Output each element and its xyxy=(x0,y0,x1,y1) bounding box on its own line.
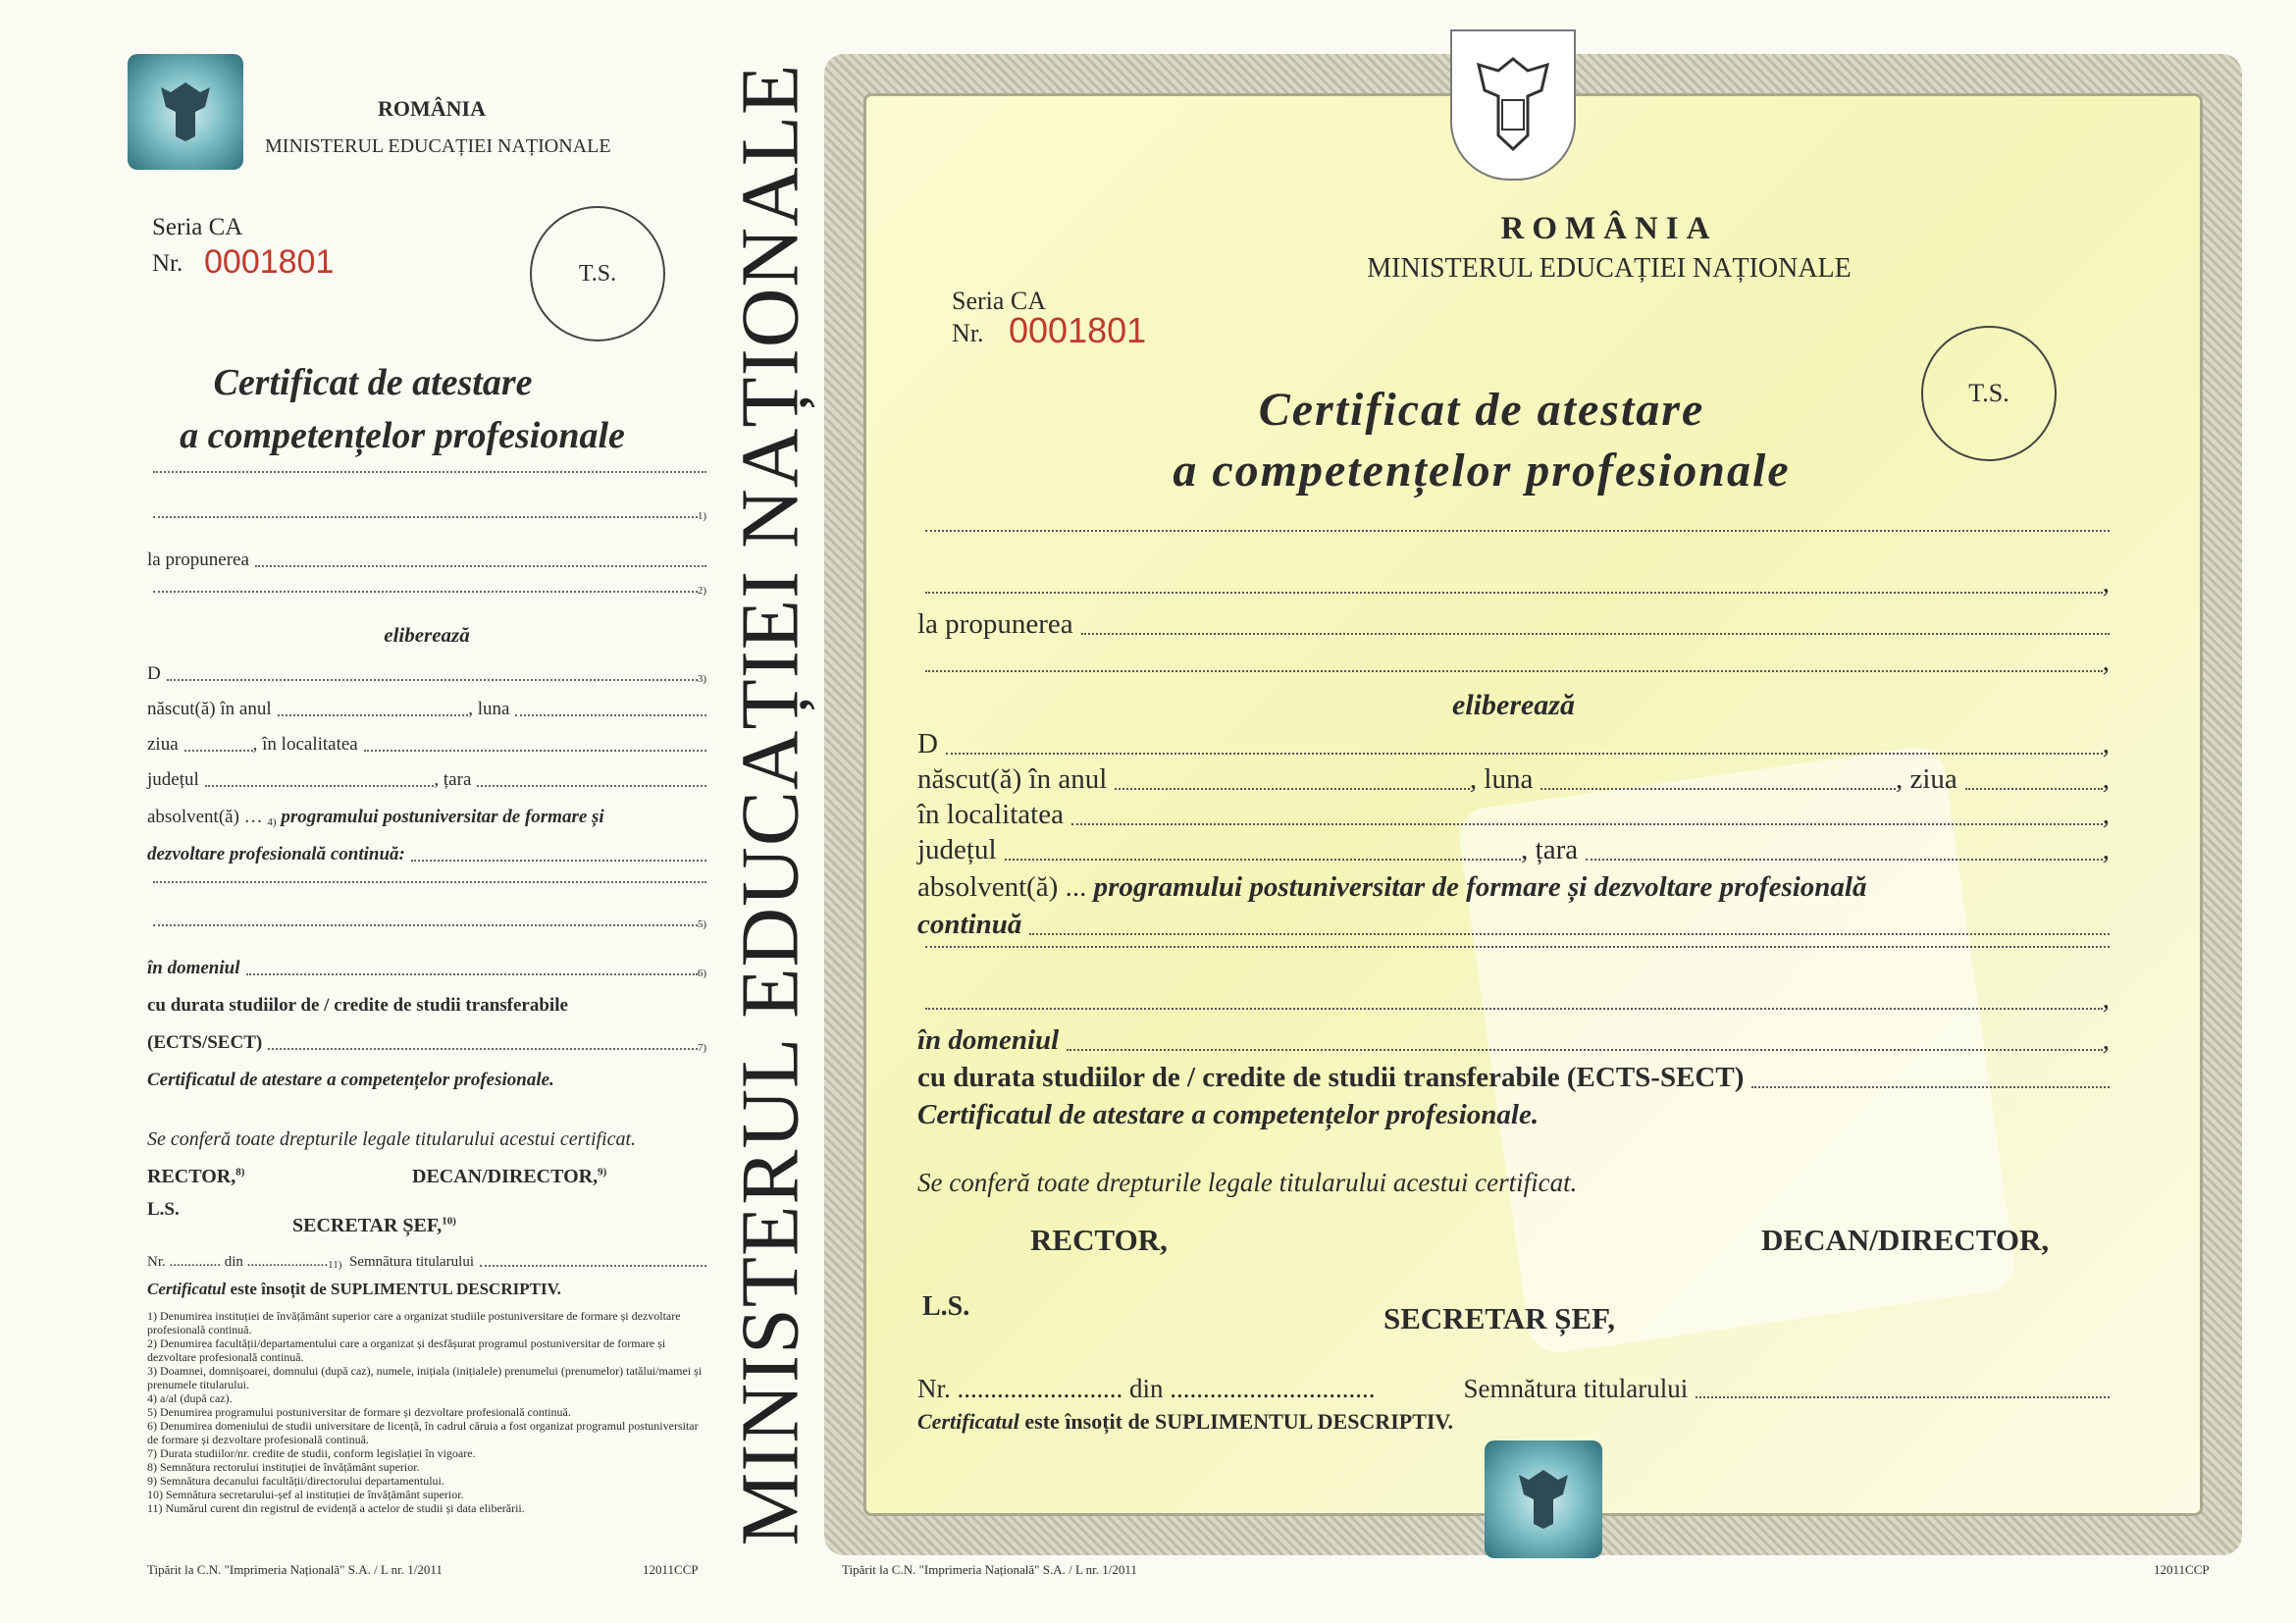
cert-title-line1: Certificat de atestare xyxy=(1258,384,1705,436)
coat-of-arms-icon xyxy=(1450,29,1576,181)
cert-line-blank-1 xyxy=(917,530,2110,538)
stub-line-nr-din: Nr. .............. din ...................... 11) Semnătura titularului xyxy=(147,1254,706,1271)
footnote: 7) Durata studiilor/nr. credite de studii, conform legislației în vigoare. xyxy=(147,1446,476,1460)
cert-line-domeniul: în domeniul , xyxy=(917,1024,2110,1056)
cert-confera: Se conferă toate drepturile legale titularului acestui certificat. xyxy=(917,1168,1578,1197)
stub-confera: Se conferă toate drepturile legale titularului acestui certificat. xyxy=(147,1128,637,1150)
stub-line-blank-5: 5) xyxy=(147,918,706,930)
cert-rector: RECTOR, xyxy=(1030,1223,1168,1257)
stub-country: ROMÂNIA xyxy=(378,96,486,121)
stub-series: Seria CA xyxy=(152,214,243,240)
footnote: 9) Semnătura decanului facultății/directorului departamentului. xyxy=(147,1474,444,1488)
stub-line-propunerea: la propunerea xyxy=(147,550,706,571)
stub-line-ziua: ziua , în localitatea xyxy=(147,734,706,756)
footnote: 3) Doamnei, domnișoarei, domnului (după caz), numele, inițiala (inițialele) prenumelui (prenumelor) tatălui/mamei și prenumele titularului. xyxy=(147,1364,703,1391)
certificate-stub xyxy=(0,0,726,1623)
stub-title-line1: Certificat de atestare xyxy=(213,362,533,403)
cert-ts-stamp: T.S. xyxy=(1921,326,2057,461)
stub-line-blank-4 xyxy=(147,881,706,887)
cert-ministry: MINISTERUL EDUCAȚIEI NAȚIONALE xyxy=(1367,253,1852,284)
cert-line-blank-3: , xyxy=(917,646,2110,678)
cert-serial-number: 0001801 xyxy=(1009,310,1147,350)
cert-line-d: D , xyxy=(917,728,2110,759)
cert-line-judetul: județul , țara , xyxy=(917,834,2111,865)
stub-certificatul: Certificatul de atestare a competențelor profesionale. xyxy=(147,1070,554,1090)
stub-serial-number: 0001801 xyxy=(204,243,335,281)
footnote: 11) Numărul curent din registrul de evidență a actelor de studii și data eliberării. xyxy=(147,1501,525,1515)
cert-line-blank-2: , xyxy=(917,567,2110,600)
cert-line-continua: continuă xyxy=(917,909,2110,941)
cert-ls: L.S. xyxy=(922,1291,970,1322)
stub-code: 12011CCP xyxy=(643,1562,699,1577)
footnote: 8) Semnătura rectorului instituției de învățământ superior. xyxy=(147,1460,420,1474)
stub-elibereaza: eliberează xyxy=(384,623,470,647)
cert-series: Seria CA xyxy=(952,287,1047,315)
cert-line-blank-5: , xyxy=(917,983,2110,1016)
cert-line-blank-4 xyxy=(917,946,2110,954)
cert-code: 12011CCP xyxy=(2154,1562,2210,1577)
footnote: 1) Denumirea instituției de învățământ superior care a organizat studiile postuniversitare de formare și dezvoltare profesională continuă. xyxy=(147,1309,681,1336)
stub-line-dezvoltare: dezvoltare profesională continuă: xyxy=(147,844,706,865)
cert-elibereaza: eliberează xyxy=(1452,689,1575,721)
stub-ministry: MINISTERUL EDUCAȚIEI NAȚIONALE xyxy=(265,135,611,157)
stub-line-domeniul: în domeniul 6) xyxy=(147,958,706,979)
stub-secretar: SECRETAR ȘEF,$^{10)}$ xyxy=(292,1215,456,1236)
stub-line-judetul: județul , țara xyxy=(147,769,706,791)
stub-line-ects: (ECTS/SECT) 7) xyxy=(147,1032,706,1054)
footnote: 5) Denumirea programului postuniversitar de formare și dezvoltare profesională continuă. xyxy=(147,1405,571,1419)
stub-line-nascut: născut(ă) în anul , luna xyxy=(147,699,706,720)
stub-footnotes xyxy=(147,1309,706,1515)
cert-hologram-emblem-icon xyxy=(1485,1440,1602,1558)
stub-line-blank-2: 1) xyxy=(147,510,706,522)
stub-rector: RECTOR,$^{8)}$ xyxy=(147,1166,245,1187)
cert-certificatul: Certificatul de atestare a competențelor profesionale. xyxy=(917,1099,1539,1130)
spine-text-block xyxy=(716,59,824,1550)
cert-line-absolvent: absolvent(ă) ... programului postuniversitar de formare și dezvoltare profesională xyxy=(917,871,1867,903)
footnote: 4) a/al (după caz). xyxy=(147,1391,233,1405)
stub-line-blank-3: 2) xyxy=(147,585,706,597)
stub-title-line2: a competențelor profesionale xyxy=(180,415,625,456)
cert-decan: DECAN/DIRECTOR, xyxy=(1761,1223,2050,1257)
stub-nr-label: Nr. xyxy=(152,250,183,277)
cert-line-durata: cu durata studiilor de / credite de studii transferabile (ECTS-SECT) xyxy=(917,1062,2110,1094)
stub-supliment: Certificatul este însoțit de SUPLIMENTUL DESCRIPTIV. xyxy=(147,1280,561,1298)
stub-line-durata: cu durata studiilor de / credite de studii transferabile xyxy=(147,995,568,1016)
stub-decan: DECAN/DIRECTOR,$^{9)}$ xyxy=(412,1166,607,1187)
stub-line-blank-1 xyxy=(147,471,706,477)
cert-printer: Tipărit la C.N. "Imprimeria Națională" S.A. / L nr. 1/2011 xyxy=(842,1562,1137,1577)
stub-line-absolvent: absolvent(ă) … 4) programului postuniversitar de formare și xyxy=(147,807,604,828)
stub-line-d: D 3) xyxy=(147,663,706,685)
cert-line-nr-din: Nr. ......................... din ............................... Semnătura titularului xyxy=(917,1374,2110,1404)
cert-title-line2: a competențelor profesionale xyxy=(1173,445,1791,497)
stub-printer: Tipărit la C.N. "Imprimeria Națională" S.A. / L nr. 1/2011 xyxy=(147,1562,443,1577)
stub-ls: L.S. xyxy=(147,1199,180,1220)
footnote: 2) Denumirea facultății/departamentului care a organizat și desfășurat programul postuniversitar de formare și dezvoltare profesională continuă. xyxy=(147,1336,666,1364)
cert-country: ROMÂNIA xyxy=(1500,211,1718,246)
cert-supliment: Certificatul este însoțit de SUPLIMENTUL DESCRIPTIV. xyxy=(917,1409,1453,1434)
footnote: 10) Semnătura secretarului-șef al instituției de învățământ superior. xyxy=(147,1488,464,1501)
spine-ministry: MINISTERUL EDUCAȚIEI NAȚIONALE xyxy=(724,63,816,1546)
cert-line-nascut: născut(ă) în anul , luna , ziua , xyxy=(917,763,2111,795)
footnote: 6) Denumirea domeniului de studii universitare de licență, în cadrul căruia a fost organizat programul postuniversitar de formare și dezvoltare profesională continuă. xyxy=(147,1419,699,1446)
stub-ts-stamp: T.S. xyxy=(530,206,665,341)
cert-secretar: SECRETAR ȘEF, xyxy=(1383,1301,1616,1335)
cert-line-localitatea: în localitatea , xyxy=(917,799,2110,830)
cert-line-propunerea: la propunerea xyxy=(917,608,2110,641)
cert-nr-label: Nr. xyxy=(952,319,984,347)
hologram-emblem-icon xyxy=(128,54,243,170)
